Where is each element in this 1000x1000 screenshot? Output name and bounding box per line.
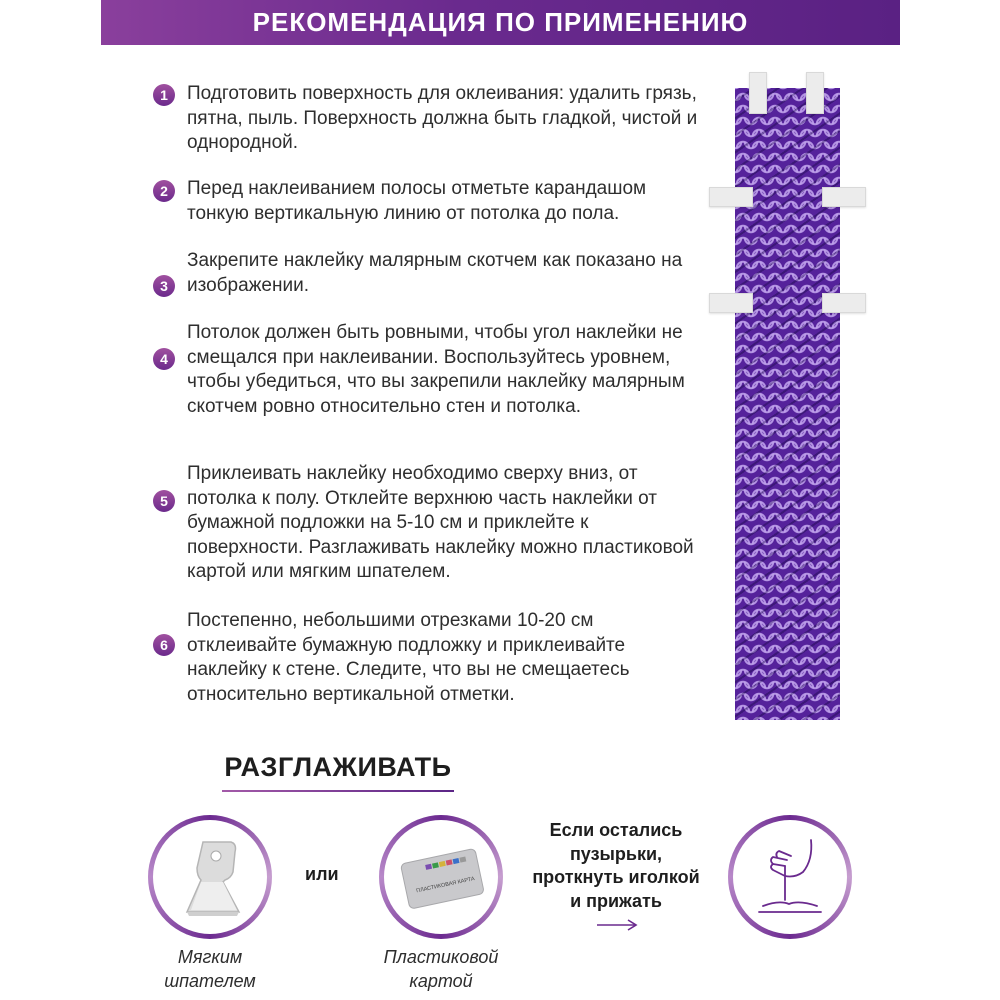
tape-piece: [709, 187, 753, 207]
step-number-1: 1: [153, 84, 175, 106]
hand-needle-icon: [733, 820, 847, 934]
tape-piece: [822, 293, 866, 313]
step-number-6: 6: [153, 634, 175, 656]
tape-piece: [806, 72, 824, 114]
step-number-4: 4: [153, 348, 175, 370]
step-4-text: Потолок должен быть ровными, чтобы угол наклейки не смещался при наклеивании. Воспользуйтесь уровнем, чтобы убедиться, что вы закрепили наклейку малярным скотчем ровно относительно стен и потолка.: [187, 322, 685, 417]
card-caption: Пластиковой картой: [383, 947, 499, 991]
step-5: [187, 462, 707, 585]
needle-circle: [728, 815, 852, 939]
step-3: [187, 249, 707, 298]
bubbles-instruction: Если остались пузырьки, проткнуть иголкой и прижать: [532, 820, 700, 911]
step-6-text: Постепенно, небольшими отрезками 10-20 см отклеивайте бумажную подложку и приклеивайте наклейку к стене. Следите, что вы не смещаетесь относительно вертикальной отметки.: [187, 610, 630, 705]
step-3-text: Закрепите наклейку малярным скотчем как показано на изображении.: [187, 250, 683, 296]
page-title: РЕКОМЕНДАЦИЯ ПО ПРИМЕНЕНИЮ: [252, 7, 749, 37]
smoothing-title: РАЗГЛАЖИВАТЬ: [224, 752, 452, 782]
arrow-right-icon: [597, 918, 639, 932]
card-text: ПЛАСТИКОВАЯ КАРТА: [415, 876, 476, 895]
spatula-circle: [148, 815, 272, 939]
card-circle: [379, 815, 503, 939]
step-number-3: 3: [153, 275, 175, 297]
step-1: [187, 82, 707, 156]
step-number-2: 2: [153, 180, 175, 202]
title-underline: [222, 790, 454, 792]
step-4: [187, 321, 707, 419]
step-2: [187, 177, 707, 226]
header-banner: [101, 0, 900, 45]
spatula-icon: [153, 820, 267, 934]
spatula-caption: Мягким шпателем: [164, 947, 256, 991]
step-1-text: Подготовить поверхность для оклеивания: удалить грязь, пятна, пыль. Поверхность должна быть гладкой, чистой и однородной.: [187, 83, 698, 153]
wallpaper-strip-illustration: [735, 88, 840, 720]
step-5-text: Приклеивать наклейку необходимо сверху вниз, от потолка к полу. Отклейте верхнюю часть наклейки от бумажной подложки на 5-10 см и приклейте к поверхности. Разглаживать наклейку можно пластиковой картой или мягким шпателем.: [187, 463, 694, 582]
step-2-text: Перед наклеиванием полосы отметьте карандашом тонкую вертикальную линию от потолка до пола.: [187, 178, 647, 224]
step-number-5: 5: [153, 490, 175, 512]
tape-piece: [822, 187, 866, 207]
or-label: или: [305, 864, 339, 884]
step-6: [187, 609, 707, 707]
tape-piece: [749, 72, 767, 114]
plastic-card-icon: [384, 820, 498, 934]
tape-piece: [709, 293, 753, 313]
